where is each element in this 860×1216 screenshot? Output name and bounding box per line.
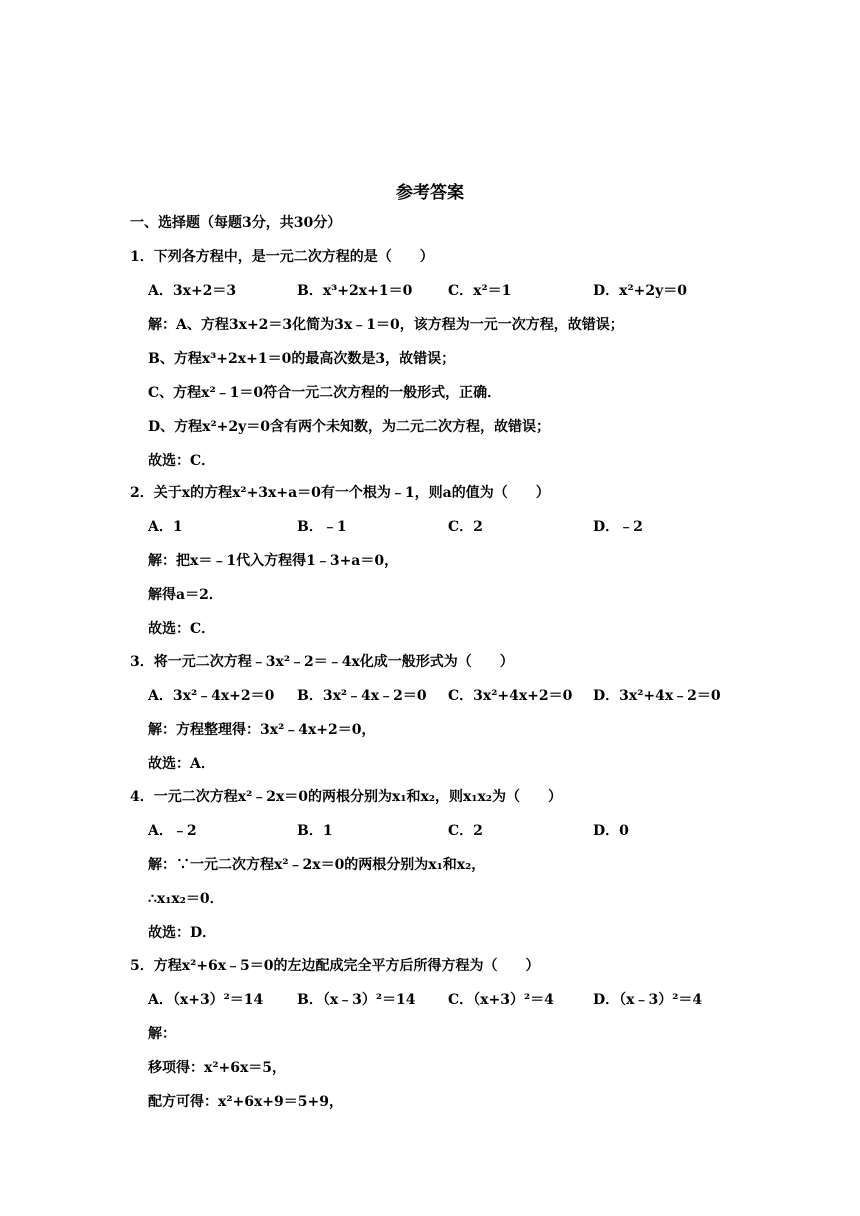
- question-4-answer: 故选：D．: [148, 925, 217, 941]
- question-5-stem: 5．方程x²+6x﹣5＝0的左边配成完全平方后所得方程为（ ）: [130, 958, 540, 974]
- question-4-option-d: D．0: [593, 823, 629, 839]
- question-2-solution-line: 解得a＝2．: [148, 587, 223, 603]
- question-3-solution-line: 解：方程整理得：3x²﹣4x+2＝0，: [148, 722, 376, 738]
- question-2-answer: 故选：C．: [148, 621, 216, 637]
- question-2-stem: 2．关于x的方程x²+3x+a＝0有一个根为﹣1，则a的值为（ ）: [130, 485, 550, 501]
- question-1-option-a: A．3x+2＝3: [148, 283, 237, 299]
- question-1-option-b: B．x³+2x+1＝0: [297, 283, 413, 299]
- page-title: 参考答案: [396, 183, 464, 203]
- question-3-option-b: B．3x²﹣4x﹣2＝0: [297, 688, 427, 704]
- question-3-stem: 3．将一元二次方程﹣3x²﹣2＝﹣4x化成一般形式为（ ）: [130, 654, 514, 670]
- question-5-option-d: D．（x﹣3）²＝4: [593, 992, 703, 1008]
- question-3-option-c: C．3x²+4x+2＝0: [448, 688, 573, 704]
- question-5-solution-line: 配方可得：x²+6x+9＝5+9，: [148, 1094, 343, 1110]
- question-1-solution-line: 解：A、方程3x+2＝3化简为3x﹣1＝0，该方程为一元一次方程，故错误；: [148, 317, 624, 333]
- question-3-answer: 故选：A．: [148, 756, 215, 772]
- section-heading: 一、选择题（每题3分，共30分）: [130, 215, 342, 231]
- question-1-option-c: C．x²＝1: [448, 283, 512, 299]
- question-2-option-b: B．﹣1: [297, 519, 347, 535]
- question-4-stem: 4．一元二次方程x²﹣2x＝0的两根分别为x₁和x₂，则x₁x₂为（ ）: [130, 789, 562, 805]
- question-4-option-b: B．1: [297, 823, 333, 839]
- question-4-solution-line: 解：∵一元二次方程x²﹣2x＝0的两根分别为x₁和x₂，: [148, 857, 486, 873]
- question-3-option-a: A．3x²﹣4x+2＝0: [148, 688, 275, 704]
- question-5-solution-line: 移项得：x²+6x＝5，: [148, 1060, 287, 1076]
- question-5-option-b: B．（x﹣3）²＝14: [297, 992, 416, 1008]
- question-2-option-c: C．2: [448, 519, 483, 535]
- question-1-stem: 1．下列各方程中，是一元二次方程的是（ ）: [130, 249, 434, 265]
- question-1-solution-line: C、方程x²﹣1＝0符合一元二次方程的一般形式，正确．: [148, 385, 502, 401]
- question-2-option-a: A．1: [148, 519, 183, 535]
- question-3-option-d: D．3x²+4x﹣2＝0: [593, 688, 721, 704]
- question-4-solution-line: ∴x₁x₂＝0．: [148, 891, 224, 907]
- question-4-option-a: A．﹣2: [148, 823, 197, 839]
- question-1-solution-line: B、方程x³+2x+1＝0的最高次数是3，故错误；: [148, 351, 456, 367]
- question-4-option-c: C．2: [448, 823, 483, 839]
- question-2-solution-line: 解：把x＝﹣1代入方程得1﹣3+a＝0，: [148, 553, 399, 569]
- question-1-solution-line: D、方程x²+2y＝0含有两个未知数，为二元二次方程，故错误；: [148, 419, 550, 435]
- question-5-option-a: A．（x+3）²＝14: [148, 992, 264, 1008]
- question-1-answer: 故选：C．: [148, 453, 216, 469]
- question-2-option-d: D．﹣2: [593, 519, 643, 535]
- question-5-solution-line: 解：: [148, 1026, 176, 1042]
- question-1-option-d: D．x²+2y＝0: [593, 283, 687, 299]
- question-5-option-c: C．（x+3）²＝4: [448, 992, 554, 1008]
